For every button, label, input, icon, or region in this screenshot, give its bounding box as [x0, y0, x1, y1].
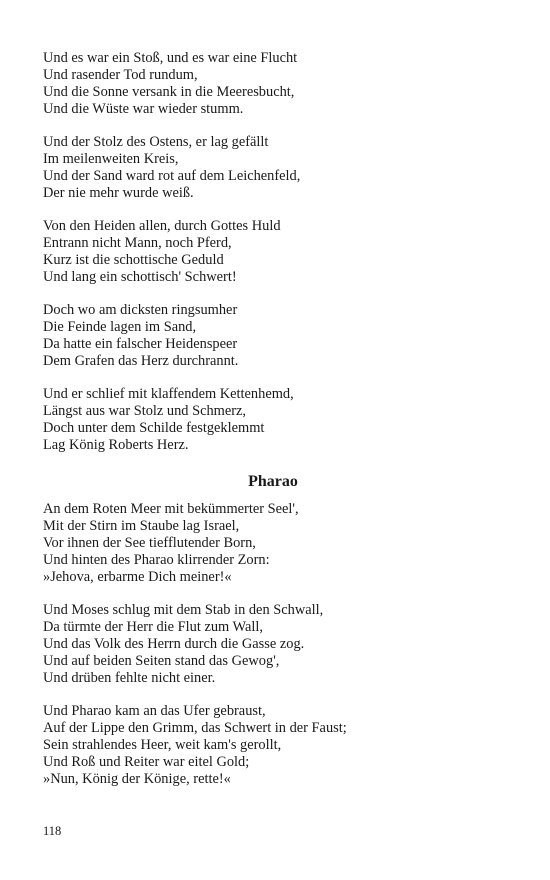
verse-line: An dem Roten Meer mit bekümmerter Seel',: [43, 501, 299, 517]
verse-line: Dem Grafen das Herz durchrannt.: [43, 353, 239, 369]
stanza: [43, 50, 503, 118]
stanza: [43, 218, 503, 286]
verse-line: Im meilenweiten Kreis,: [43, 151, 179, 167]
verse-line: Und der Stolz des Ostens, er lag gefällt: [43, 134, 269, 150]
verse-line: Lag König Roberts Herz.: [43, 437, 189, 453]
book-page: [43, 50, 503, 804]
verse-line: Und er schlief mit klaffendem Kettenhemd,: [43, 386, 294, 402]
stanza: [43, 501, 503, 586]
verse-line: Kurz ist die schottische Geduld: [43, 252, 224, 268]
stanza: [43, 302, 503, 370]
verse-line: Sein strahlendes Heer, weit kam's gerollt,: [43, 737, 282, 753]
verse-line: Mit der Stirn im Staube lag Israel,: [43, 518, 240, 534]
stanza: [43, 386, 503, 454]
verse-line: Und Pharao kam an das Ufer gebraust,: [43, 703, 266, 719]
verse-line: Da türmte der Herr die Flut zum Wall,: [43, 619, 263, 635]
verse-line: Und rasender Tod rundum,: [43, 67, 198, 83]
verse-line: Und die Wüste war wieder stumm.: [43, 101, 244, 117]
verse-line: Und hinten des Pharao klirrender Zorn:: [43, 552, 270, 568]
stanza: [43, 602, 503, 687]
verse-line: Von den Heiden allen, durch Gottes Huld: [43, 218, 281, 234]
verse-line: Entrann nicht Mann, noch Pferd,: [43, 235, 232, 251]
verse-line: Und lang ein schottisch' Schwert!: [43, 269, 237, 285]
verse-line: Der nie mehr wurde weiß.: [43, 185, 194, 201]
verse-line: Und Moses schlug mit dem Stab in den Schwall,: [43, 602, 324, 618]
poem-title: Pharao: [248, 473, 298, 490]
stanza: [43, 703, 503, 788]
poem-pharao: [43, 501, 503, 788]
verse-line: Auf der Lippe den Grimm, das Schwert in der Faust;: [43, 720, 347, 736]
verse-line: Längst aus war Stolz und Schmerz,: [43, 403, 247, 419]
verse-line: Die Feinde lagen im Sand,: [43, 319, 197, 335]
verse-line: »Nun, König der Könige, rette!«: [43, 771, 231, 787]
verse-line: Doch unter dem Schilde festgeklemmt: [43, 420, 265, 436]
verse-line: Und drüben fehlte nicht einer.: [43, 670, 216, 686]
verse-line: Und der Sand ward rot auf dem Leichenfeld,: [43, 168, 301, 184]
verse-line: Da hatte ein falscher Heidenspeer: [43, 336, 238, 352]
verse-line: Und Roß und Reiter war eitel Gold;: [43, 754, 250, 770]
verse-line: Und es war ein Stoß, und es war eine Flucht: [43, 50, 298, 66]
page-number: 118: [43, 824, 62, 838]
verse-line: Doch wo am dicksten ringsumher: [43, 302, 238, 318]
verse-line: Vor ihnen der See tiefflutender Born,: [43, 535, 256, 551]
poem-continuation: [43, 50, 503, 454]
verse-line: »Jehova, erbarme Dich meiner!«: [43, 569, 232, 585]
verse-line: Und die Sonne versank in die Meeresbucht,: [43, 84, 295, 100]
verse-line: Und das Volk des Herrn durch die Gasse zog.: [43, 636, 305, 652]
stanza: [43, 134, 503, 202]
verse-line: Und auf beiden Seiten stand das Gewog',: [43, 653, 280, 669]
